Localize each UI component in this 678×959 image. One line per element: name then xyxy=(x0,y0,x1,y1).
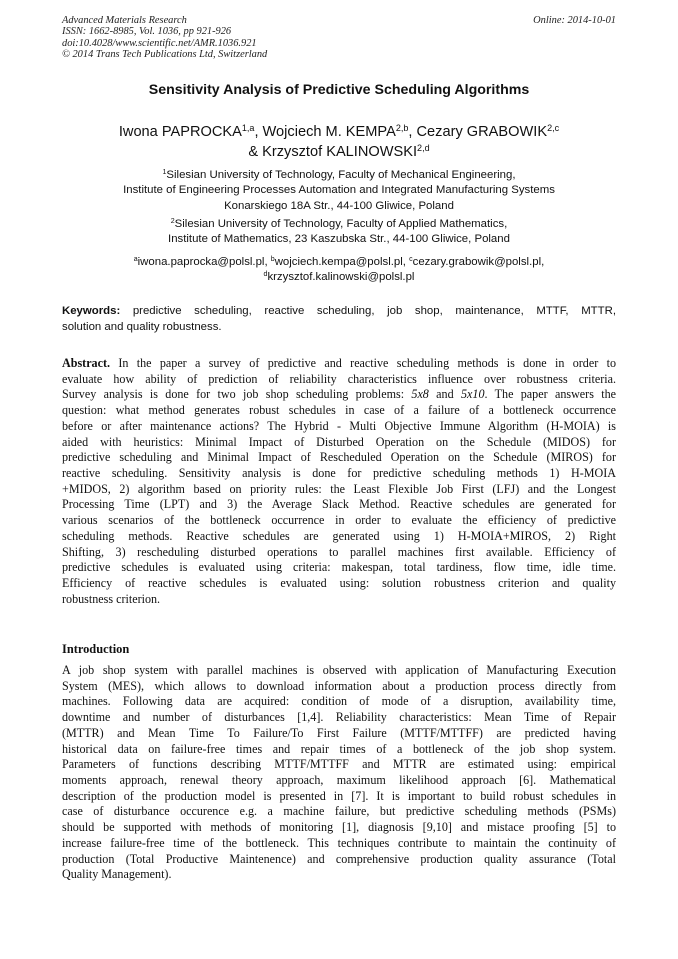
email-mark: d xyxy=(263,271,268,279)
affiliation-line: Konarskiego 18A Str., 44-100 Gliwice, Poland xyxy=(224,199,454,212)
affiliation-line xyxy=(62,168,616,183)
abstract-line: before or after maintenance actions? The Hybrid - Multi Objective Immune Algorithm (H-MOIA) is xyxy=(62,418,616,433)
abstract-text: . The paper answers the xyxy=(484,387,617,402)
abstract-paragraph xyxy=(62,356,616,608)
email-mark: a xyxy=(133,256,138,264)
author-name: & Krzysztof KALINOWSKI xyxy=(248,143,418,160)
intro-line: case of disturbance occurence e.g. a machine failure, but predictive scheduling methods (PSMs) xyxy=(62,804,616,819)
email-mark: b xyxy=(270,256,275,264)
abstract-label: Abstract. xyxy=(62,356,111,370)
email-mark: c xyxy=(409,256,413,264)
author-emails xyxy=(62,255,616,286)
journal-name: Advanced Materials Research xyxy=(62,15,187,26)
email-link[interactable]: krzysztof.kalinowski@polsl.pl xyxy=(267,271,415,284)
author-name: Wojciech M. KEMPA xyxy=(262,124,396,140)
abstract-line xyxy=(62,356,616,372)
abstract-line: evaluate how ability of prediction of reliability characteristics influence over robustness criteria. xyxy=(62,371,616,386)
abstract-line: various scenarios of the bottleneck occurrence in order to evaluate the efficiency of predictive xyxy=(62,513,616,528)
email-link[interactable]: wojciech.kempa@polsl.pl, xyxy=(274,256,410,268)
abstract-line: predictive scheduling and Minimal Impact of Rescheduled Operation on the Schedule (MIROS) for xyxy=(62,450,616,465)
abstract-text: Survey analysis is done for two job shop scheduling problems: xyxy=(62,387,412,402)
affil-text: Silesian University of Technology, Faculty of Applied Mathematics, xyxy=(174,218,508,230)
issn-line: ISSN: 1662-8985, Vol. 1036, pp 921-926 xyxy=(62,26,232,38)
abstract-line: predictive schedules is evaluated using criteria: makespan, total tardiness, flow time, idle time. xyxy=(62,560,616,575)
keywords-block xyxy=(62,304,616,335)
intro-line: (MTTR) and Mean Time To Failure/To First Failure (MTTF/MTTFF) are predicted having xyxy=(62,725,616,740)
intro-line: A job shop system with parallel machines is observed with application of Manufacturing Execution xyxy=(62,663,616,677)
problem-size: 5x8 xyxy=(411,387,429,402)
author-line-1 xyxy=(62,123,616,143)
affil-text: Silesian University of Technology, Faculty of Mechanical Engineering, xyxy=(166,169,516,181)
author-name: Iwona PAPROCKA xyxy=(118,124,242,140)
problem-size: 5x10 xyxy=(460,387,485,402)
abstract-line: Shifting, 3) rescheduling disturbed operations to parallel machines first available. Efficiency of xyxy=(62,544,616,559)
author-list xyxy=(62,123,616,162)
paper-title: Sensitivity Analysis of Predictive Scheduling Algorithms xyxy=(148,82,530,98)
email-line-2 xyxy=(62,270,616,285)
abstract-text: In the paper a survey of predictive and reactive scheduling methods is done in order to xyxy=(110,356,616,370)
copyright-line: © 2014 Trans Tech Publications Ltd, Switzerland xyxy=(62,49,268,61)
abstract-line xyxy=(62,387,616,403)
author-separator: , xyxy=(254,124,263,140)
email-link[interactable]: iwona.paprocka@polsl.pl, xyxy=(137,256,271,268)
section-heading-introduction: Introduction xyxy=(62,642,130,656)
abstract-line: +MIDOS, 2) algorithm based on priority rules: the Least Flexible Job First (LFJ) and the Longest xyxy=(62,481,616,496)
running-header xyxy=(62,15,616,61)
affiliation-1 xyxy=(62,168,616,214)
keywords-label: Keywords: xyxy=(62,305,121,317)
affiliation-line: Institute of Mathematics, 23 Kaszubska Str., 44-100 Gliwice, Poland xyxy=(168,233,510,246)
affiliation-line: Institute of Engineering Processes Automation and Integrated Manufacturing Systems xyxy=(123,184,555,197)
affil-number: 1 xyxy=(162,169,167,177)
introduction-paragraph xyxy=(62,663,616,883)
abstract-line: question: what method generates robust schedules in case of a failure of a bottleneck occurrence xyxy=(62,403,616,418)
abstract-line: robustness criterion. xyxy=(62,591,161,606)
affil-number: 2 xyxy=(170,218,175,226)
abstract-text: and xyxy=(428,387,461,402)
abstract-line: reactive scheduling. Sensitivity analysis is done for predictive scheduling methods 1) H-MOIA xyxy=(62,466,616,481)
author-name: Cezary GRABOWIK xyxy=(416,124,548,140)
abstract-line: aided with heuristics: Minimal Impact of Disturbed Operation on the Schedule (MIDOS) for xyxy=(62,434,616,449)
author-affil-mark: 2,d xyxy=(417,142,430,153)
keywords-line xyxy=(62,304,616,320)
intro-line: moments approach, renewal theory approach, maximum likelihood approach [6]. Mathematical xyxy=(62,773,616,788)
author-affil-mark: 1,a xyxy=(241,123,255,134)
intro-line: System (MES), which allows to download information about a production process directly from xyxy=(62,678,616,693)
intro-line: downtime and number of disturbances [1,4]. Reliability characteristics: Mean Time of Repair xyxy=(62,710,616,725)
intro-line: historical data on failure-free times and repair times of a bottleneck of the job shop system. xyxy=(62,741,616,756)
intro-line: should be supported with methods of monitoring [1], diagnosis [9,10] and mistace proofing [5] to xyxy=(62,820,616,835)
affiliation-2 xyxy=(62,217,616,248)
email-line-1 xyxy=(62,255,616,270)
intro-line: description of the production model is presented in [7]. It is important to build robust schedules in xyxy=(62,788,616,803)
abstract-line: scheduling methods. Reactive schedules are generated using 1) H-MOIA+MIROS, 2) Right xyxy=(62,528,616,543)
abstract-line: Processing Time (LPT) and 3) the Average Slack Method. Reactive schedules are generated for xyxy=(62,497,616,512)
intro-line: machines. Following data are acquired: condition of mode of a disruption, availability time, xyxy=(62,694,616,709)
online-date: Online: 2014-10-01 xyxy=(533,15,616,26)
abstract-line: Efficiency of reactive schedules is evaluated using: solution robustness criterion and quality xyxy=(62,576,616,591)
author-affil-mark: 2,c xyxy=(547,123,560,134)
email-link[interactable]: cezary.grabowik@polsl.pl, xyxy=(412,256,545,268)
author-separator: , xyxy=(408,124,417,140)
doi-line: doi:10.4028/www.scientific.net/AMR.1036.921 xyxy=(62,37,257,49)
affiliation-line xyxy=(62,217,616,232)
intro-line: Quality Management). xyxy=(62,867,172,882)
author-affil-mark: 2,b xyxy=(395,123,409,134)
intro-line: production (Total Productive Maintenence) and comprehensive production quality assurance (Total xyxy=(62,851,616,866)
keywords-text: predictive scheduling, reactive scheduling, job shop, maintenance, MTTF, MTTR, xyxy=(120,305,616,317)
intro-line: Parameters of functions describing MTTF/MTTFF and MTTR are estimated using: empirical xyxy=(62,757,616,772)
keywords-line: solution and quality robustness. xyxy=(62,320,222,333)
author-line-2 xyxy=(62,143,616,163)
intro-line: increase failure-free time of the bottleneck. This techniques contribute to maintain the continuity of xyxy=(62,835,616,850)
